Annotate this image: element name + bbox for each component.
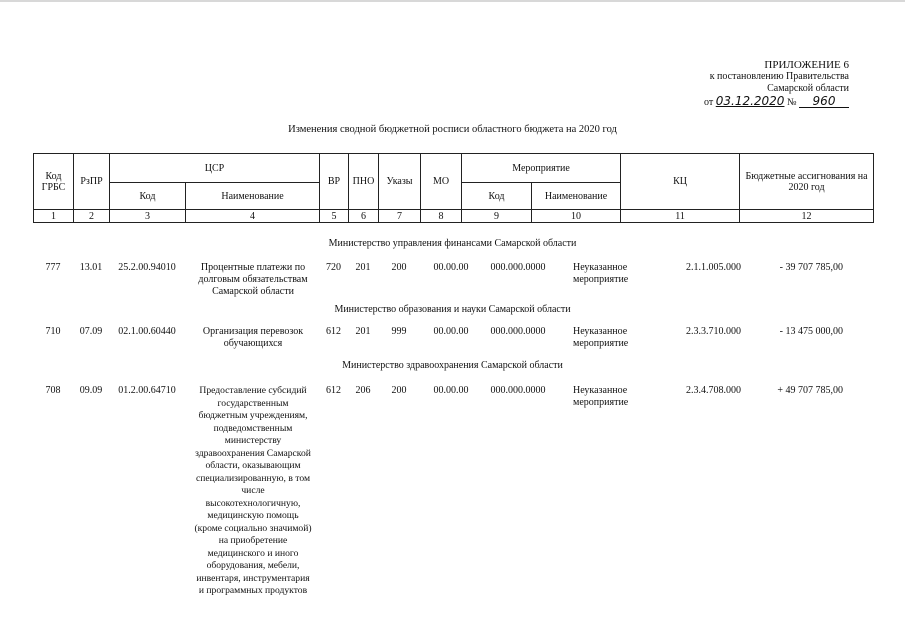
col-rzpr: РзПР (74, 154, 110, 210)
cell-kc: 2.3.3.710.000 (686, 326, 741, 337)
appendix-line-2: к постановлению Правительства (709, 71, 849, 82)
table-row (33, 385, 873, 610)
cell-vr: 612 (326, 385, 341, 396)
cell-amount: + 49 707 785,00 (777, 385, 843, 396)
cell-csr-kod: 02.1.00.60440 (118, 326, 176, 337)
cell-kc: 2.3.4.708.000 (686, 385, 741, 396)
col-num: 1 (34, 210, 74, 223)
date-prefix: от (703, 97, 714, 108)
cell-csr-name: Предоставление субсидий государственным бюджетным учреждениям, подведомственным министерству здравоохранения Самарской области, оказывающим специализированную, в том числе высокотехнологичную, медицинскую помощь (кроме социально значимой) на приобретение медицинского и иного оборудования, мебели, инвентаря, инструментария и программных продуктов (194, 385, 312, 596)
cell-mer-name: Неуказанное мероприятие (573, 326, 629, 349)
table-row (33, 262, 873, 302)
col-ukazy: Указы (379, 154, 421, 210)
col-num: 2 (74, 210, 110, 223)
col-kc: КЦ (621, 154, 740, 210)
cell-ukazy: 999 (391, 326, 407, 337)
cell-mer-name: Неуказанное мероприятие (573, 385, 629, 408)
col-mer-name: Наименование (532, 183, 621, 210)
appendix-line-3: Самарской области (767, 83, 849, 94)
scan-edge (0, 0, 905, 2)
col-num: 11 (621, 210, 740, 223)
cell-csr-name: Процентные платежи по долговым обязательствам Самарской области (198, 262, 308, 297)
col-csr-kod: Код (110, 183, 186, 210)
col-vr: ВР (320, 154, 349, 210)
cell-mer-kod: 000.000.0000 (490, 326, 546, 337)
number-prefix: № (786, 97, 797, 108)
cell-mer-kod: 000.000.0000 (490, 262, 546, 273)
date-value: 03.12.2020 (715, 94, 785, 108)
section-title: Министерство управления финансами Самарской области (328, 238, 577, 249)
cell-amount: - 13 475 000,00 (779, 326, 843, 337)
cell-pno: 201 (355, 262, 371, 273)
col-num: 7 (379, 210, 421, 223)
col-num: 9 (462, 210, 532, 223)
col-num: 4 (186, 210, 320, 223)
cell-kc: 2.1.1.005.000 (686, 262, 741, 273)
col-num: 10 (532, 210, 621, 223)
cell-mer-name: Неуказанное мероприятие (573, 262, 629, 285)
cell-pno: 201 (355, 326, 371, 337)
cell-csr-name: Организация перевозок обучающихся (202, 326, 304, 349)
cell-grbs: 777 (45, 262, 61, 273)
appendix-date-line (704, 95, 849, 109)
number-value: 960 (799, 95, 849, 108)
col-kod-grbs: Код ГРБС (34, 154, 74, 210)
cell-pno: 206 (355, 385, 371, 396)
cell-grbs: 710 (45, 326, 61, 337)
section-title: Министерство здравоохранения Самарской области (342, 360, 563, 371)
col-num: 12 (740, 210, 874, 223)
col-pno: ПНО (349, 154, 379, 210)
col-num: 8 (421, 210, 462, 223)
col-meropriyatie: Мероприятие (462, 154, 621, 183)
cell-ukazy: 200 (391, 262, 407, 273)
appendix-block (704, 59, 849, 109)
cell-csr-kod: 01.2.00.64710 (118, 385, 176, 396)
document-title: Изменения сводной бюджетной росписи областного бюджета на 2020 год (288, 124, 617, 135)
cell-mo: 00.00.00 (433, 262, 469, 273)
cell-rzpr: 13.01 (79, 262, 103, 273)
table-row (33, 326, 873, 354)
cell-mo: 00.00.00 (433, 385, 469, 396)
col-csr: ЦСР (110, 154, 320, 183)
col-mo: МО (421, 154, 462, 210)
col-mer-kod: Код (462, 183, 532, 210)
col-budget: Бюджетные ассигнования на 2020 год (740, 154, 874, 210)
appendix-title: ПРИЛОЖЕНИЕ 6 (764, 59, 849, 71)
cell-vr: 612 (326, 326, 341, 337)
cell-mo: 00.00.00 (433, 326, 469, 337)
col-num: 3 (110, 210, 186, 223)
cell-amount: - 39 707 785,00 (779, 262, 843, 273)
col-csr-name: Наименование (186, 183, 320, 210)
cell-rzpr: 09.09 (79, 385, 103, 396)
section-title: Министерство образования и науки Самарской области (334, 304, 571, 315)
cell-mer-kod: 000.000.0000 (490, 385, 546, 396)
col-num: 5 (320, 210, 349, 223)
cell-rzpr: 07.09 (79, 326, 103, 337)
col-num: 6 (349, 210, 379, 223)
cell-vr: 720 (326, 262, 341, 273)
budget-table-header (33, 153, 874, 223)
cell-ukazy: 200 (391, 385, 407, 396)
cell-grbs: 708 (45, 385, 61, 396)
cell-csr-kod: 25.2.00.94010 (118, 262, 176, 273)
